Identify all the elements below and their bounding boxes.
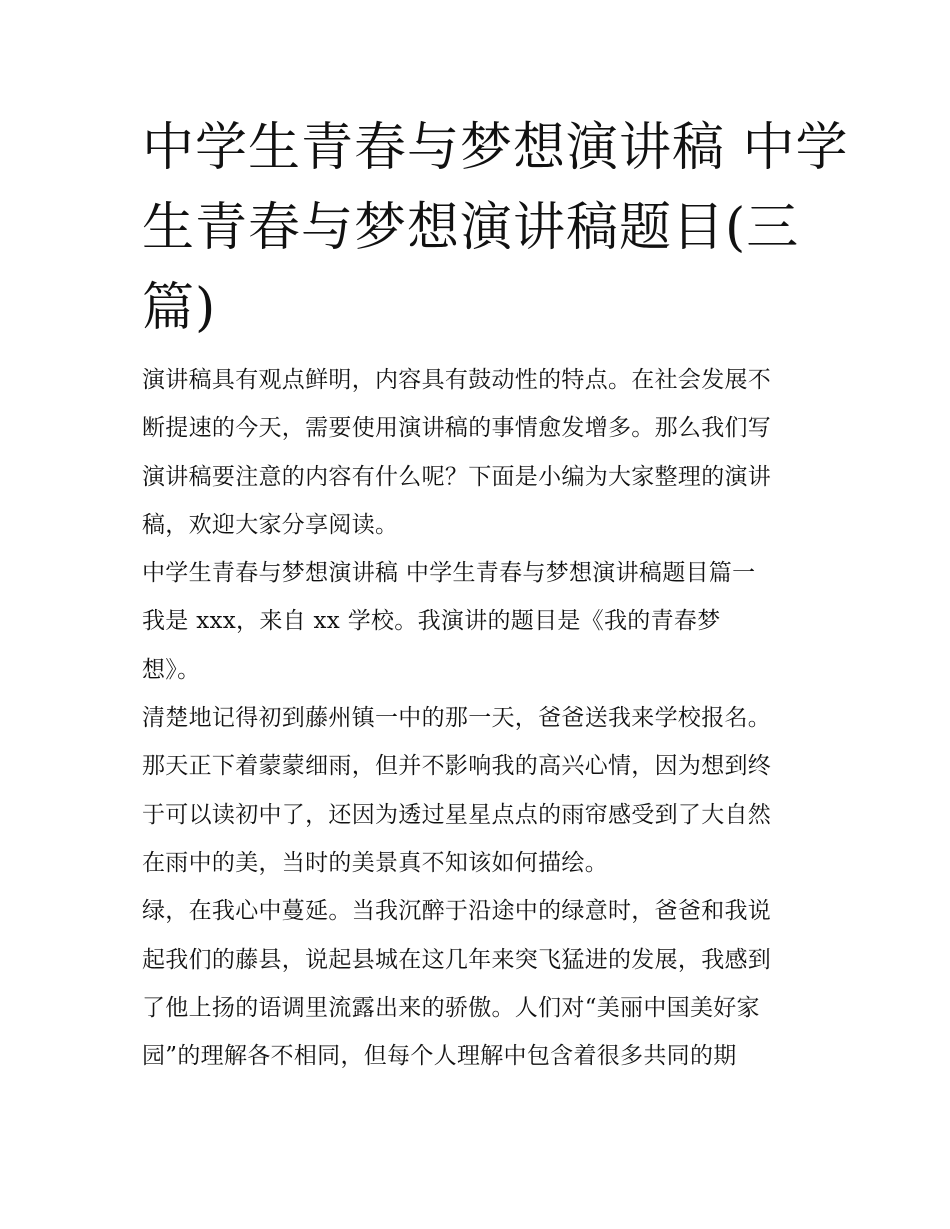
title-line: 生青春与梦想演讲稿题目(三	[142, 198, 800, 258]
title-line: 中学生青春与梦想演讲稿 中学	[142, 118, 849, 178]
title-line: 篇)	[142, 278, 217, 338]
body-line: 那天正下着蒙蒙细雨，但并不影响我的高兴心情，因为想到终	[142, 753, 772, 780]
body-line: 演讲稿要注意的内容有什么呢？下面是小编为大家整理的演讲	[142, 463, 772, 490]
body-line: 起我们的藤县，说起县城在这几年来突飞猛进的发展，我感到	[142, 946, 772, 973]
body-line: 断提速的今天，需要使用演讲稿的事情愈发增多。那么我们写	[142, 415, 772, 442]
section-heading-line: 中学生青春与梦想演讲稿 中学生青春与梦想演讲稿题目篇一	[142, 560, 756, 587]
body-line: 绿，在我心中蔓延。当我沉醉于沿途中的绿意时，爸爸和我说	[142, 898, 772, 925]
body-line: 清楚地记得初到藤州镇一中的那一天，爸爸送我来学校报名。	[142, 705, 772, 732]
body-line: 了他上扬的语调里流露出来的骄傲。人们对“美丽中国美好家	[142, 994, 760, 1021]
body-line: 想》。	[142, 656, 201, 683]
body-line: 我是 xxx，来自 xx 学校。我演讲的题目是《我的青春梦	[142, 608, 721, 635]
body-line: 于可以读初中了，还因为透过星星点点的雨帘感受到了大自然	[142, 801, 772, 828]
body-line: 稿，欢迎大家分享阅读。	[142, 511, 399, 538]
body-line: 在雨中的美，当时的美景真不知该如何描绘。	[142, 849, 608, 876]
body-line: 演讲稿具有观点鲜明，内容具有鼓动性的特点。在社会发展不	[142, 367, 772, 393]
body-line: 园”的理解各不相同，但每个人理解中包含着很多共同的期	[142, 1043, 737, 1070]
document-body	[142, 356, 822, 1080]
document-title	[142, 108, 849, 348]
